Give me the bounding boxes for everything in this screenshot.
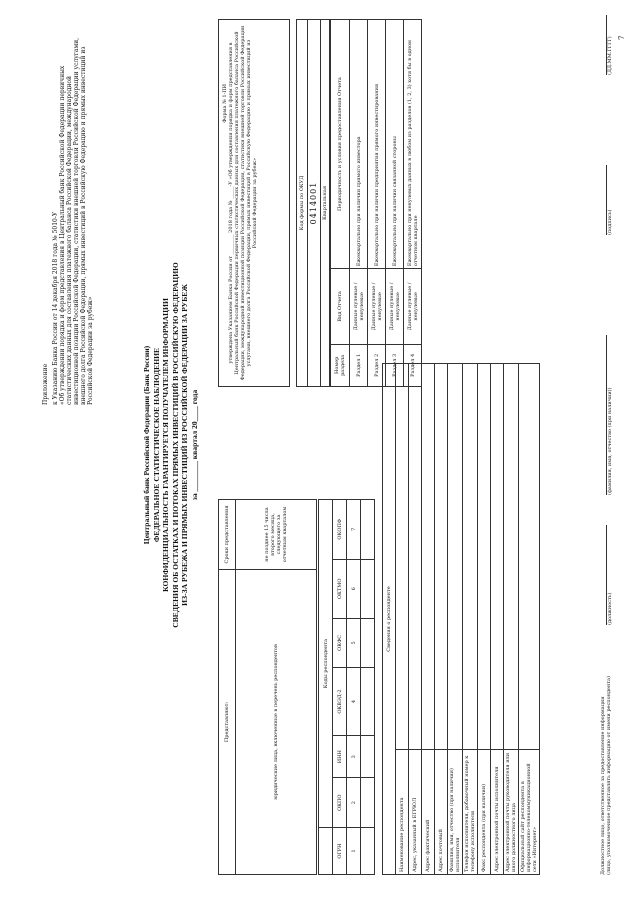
name-field[interactable] <box>606 335 613 495</box>
responsible-person-note: (лицо, уполномоченное представлять информацию от имени респондента) <box>606 675 612 875</box>
report-period: за ________ квартал 20____ года <box>189 389 199 501</box>
section-cell: Раздел 2 <box>368 344 386 386</box>
responsible-person: Должностное лицо, ответственное за предоставление информации <box>600 696 606 875</box>
respondent-codes-table <box>318 499 375 875</box>
section-header: Номер раздела <box>331 344 350 386</box>
appendix-block <box>42 25 94 405</box>
form-number: Форма № 1-ПИ <box>222 84 228 123</box>
post-field[interactable] <box>606 525 613 625</box>
section-cell: Ежеквартально при наличии прямого инвестора <box>350 20 368 269</box>
respondent-value-cell[interactable] <box>463 364 478 750</box>
section-cell: Раздел 1 <box>350 344 368 386</box>
deadline-header: Сроки представления <box>219 500 236 570</box>
submit-who: юридические лица, включенные в перечень респондентов <box>236 570 317 875</box>
code-value-cell[interactable] <box>361 736 375 778</box>
code-header: ОКПО <box>333 778 347 828</box>
respondent-row <box>478 364 491 875</box>
respondent-label: Официальный сайт респондента в информационно-телекоммуникационной сети «Интернет» <box>519 750 540 875</box>
code-header: ОКФС <box>333 619 347 668</box>
code-header: ОГРН <box>333 828 347 875</box>
respondent-row <box>519 364 540 875</box>
code-number: 7 <box>347 500 361 560</box>
respondent-value-cell[interactable] <box>448 364 463 750</box>
appendix-line: «Об утверждении порядка и форм представления в Центральный банк Российской Федерации первичных <box>59 65 66 405</box>
respondent-row <box>463 364 478 875</box>
section-row <box>350 20 368 387</box>
code-number: 2 <box>347 778 361 828</box>
section-row <box>368 20 386 387</box>
okud-code: 0414001 <box>308 20 321 387</box>
appendix-line: статистических данных для составления платежного баланса Российской Федерации, международной <box>66 76 73 405</box>
code-number: 3 <box>347 736 361 778</box>
date-field[interactable] <box>606 15 613 75</box>
respondent-value-cell[interactable] <box>478 364 491 750</box>
form-header <box>142 135 199 755</box>
section-cell: Раздел 3 <box>386 344 404 386</box>
respondent-label: Фамилия, имя, отчество (при наличии) исполнителя <box>448 750 463 875</box>
section-cell: Ежеквартально при наличии предприятия прямого инвестирования <box>368 20 386 269</box>
form-approval-box <box>218 19 290 387</box>
respondent-label: Адрес фактический <box>422 750 435 875</box>
code-number: 5 <box>347 619 361 668</box>
codes-title: Коды респондента <box>319 500 333 828</box>
respondent-value-cell[interactable] <box>519 364 540 750</box>
section-cell: Данные нулевые / ненулевые <box>386 269 404 345</box>
respondent-value-cell[interactable] <box>396 364 409 750</box>
code-header: ОКОПФ <box>333 500 347 560</box>
section-cell: Ежеквартально при наличии связанной стороны <box>386 20 404 269</box>
respondent-row <box>409 364 422 875</box>
respondent-label: Наименование респондента <box>396 750 409 875</box>
section-cell: Данные нулевые / ненулевые <box>404 269 422 345</box>
report-title-line2: ИЗ-ЗА РУБЕЖА И ПРЯМЫХ ИНВЕСТИЦИЙ ИЗ РОССИЙСКОЙ ФЕДЕРАЦИИ ЗА РУБЕЖ <box>180 284 189 606</box>
code-header: ОКТМО <box>333 559 347 618</box>
code-value-cell[interactable] <box>361 559 375 618</box>
respondent-row <box>504 364 519 875</box>
section-row <box>404 20 422 387</box>
respondent-label: Адрес почтовый <box>435 750 448 875</box>
respondent-value-cell[interactable] <box>422 364 435 750</box>
signature-block <box>600 15 612 875</box>
bank-title: Центральный банк Российской Федерации (Банк России) <box>142 345 151 545</box>
respondent-row <box>422 364 435 875</box>
sign-label: (подпись) <box>607 209 613 235</box>
sections-table <box>330 19 422 387</box>
code-header: ОКВЭД-2 <box>333 667 347 735</box>
respondent-value-cell[interactable] <box>435 364 448 750</box>
section-header: Вид Отчета <box>331 269 350 345</box>
submit-when: не позднее 15 числа второго месяца, следующего за отчетным кварталом <box>236 500 317 570</box>
codes-blank <box>319 828 333 875</box>
submit-table <box>218 499 317 875</box>
post-label: (должность) <box>607 592 613 625</box>
respondent-label: Адрес электронной почты руководителя или иного должностного лица <box>504 750 519 875</box>
respondent-value-cell[interactable] <box>491 364 504 750</box>
federal-title: ФЕДЕРАЛЬНОЕ СТАТИСТИЧЕСКОЕ НАБЛЮДЕНИЕ <box>151 347 161 543</box>
respondent-row <box>491 364 504 875</box>
respondent-row <box>435 364 448 875</box>
date-label: (ДД.ММ.ГГГГ) <box>607 36 613 75</box>
okud-label: Код формы по ОКУД <box>297 20 308 387</box>
submit-header: Представляют: <box>219 570 236 875</box>
code-value-cell[interactable] <box>361 778 375 828</box>
section-cell: Данные нулевые / ненулевые <box>350 269 368 345</box>
respondent-value-cell[interactable] <box>504 364 519 750</box>
appendix-line: Российской Федерации за рубеж» <box>87 296 94 405</box>
respondent-label: Факс респондента (при наличии) <box>478 750 491 875</box>
appendix-title: Приложение <box>42 363 49 405</box>
confidential-title: КОНФИДЕНЦИАЛЬНОСТЬ ГАРАНТИРУЕТСЯ ПОЛУЧАТЕЛЕМ ИНФОРМАЦИИ <box>161 298 170 592</box>
respondent-value-cell[interactable] <box>409 364 422 750</box>
appendix-line: инвестиционной позиции Российской Федерации, статистики внешней торговли Российской Федерации услугами, <box>73 37 80 405</box>
code-number: 4 <box>347 667 361 735</box>
code-number: 6 <box>347 559 361 618</box>
respondent-label: Телефон исполнителя, добавочный номер к телефону исполнителя <box>463 750 478 875</box>
name-label: (фамилия, имя, отчество (при наличии)) <box>607 387 613 495</box>
okud-table <box>296 19 330 387</box>
respondent-label: Адрес, указанный в ЕГРЮЛ <box>409 750 422 875</box>
sign-field[interactable] <box>606 165 613 235</box>
respondent-row <box>396 364 409 875</box>
code-value-cell[interactable] <box>361 619 375 668</box>
section-cell: Раздел 4 <box>404 344 422 386</box>
respondent-table <box>382 363 540 875</box>
report-title-line1: СВЕДЕНИЯ ОБ ОСТАТКАХ И ПОТОКАХ ПРЯМЫХ ИНВЕСТИЦИЙ В РОССИЙСКУЮ ФЕДЕРАЦИЮ <box>170 262 180 628</box>
appendix-line: внешнего долга Российской Федерации, прямых инвестиций в Российскую Федерацию и прямых инвестиций из <box>80 46 87 405</box>
code-number: 1 <box>347 828 361 875</box>
section-cell: Ежеквартально при ненулевых данных в любом из разделов (1, 2, 3) хотя бы в одном отчетном квартале <box>404 20 422 269</box>
code-value-cell[interactable] <box>361 667 375 735</box>
page-number: 7 <box>618 35 626 40</box>
section-row <box>386 20 404 387</box>
respondent-row <box>448 364 463 875</box>
approval-text: утверждена Указанием Банка России от ________ 2018 года № _____-У «Об утверждении порядка и форм представления в Центральный банк Российской Федерации первичных статистических данных для составления платежного баланса Российской Федерации, международной инвестиционной позиции Российской Федерации, статистики внешней торговли Российской Федерации услугами, внешнего долга Российской Федерации, прямых инвестиций в Российскую Федерацию и прямых инвестиций из Российской Федерации за рубеж» <box>228 25 258 381</box>
section-cell: Данные нулевые / ненулевые <box>368 269 386 345</box>
code-header: ИНН <box>333 736 347 778</box>
respondent-label: Адрес электронной почты исполнителя <box>491 750 504 875</box>
respondent-title: Сведения о респонденте <box>383 364 396 875</box>
appendix-line: к Указанию Банка России от 14 декабря 2018 года № 5010-У <box>52 211 59 405</box>
periodicity: Квартальная <box>321 20 330 387</box>
code-value-cell[interactable] <box>361 500 375 560</box>
section-header: Периодичность и условия предоставления Отчета <box>331 20 350 269</box>
code-value-cell[interactable] <box>361 828 375 875</box>
